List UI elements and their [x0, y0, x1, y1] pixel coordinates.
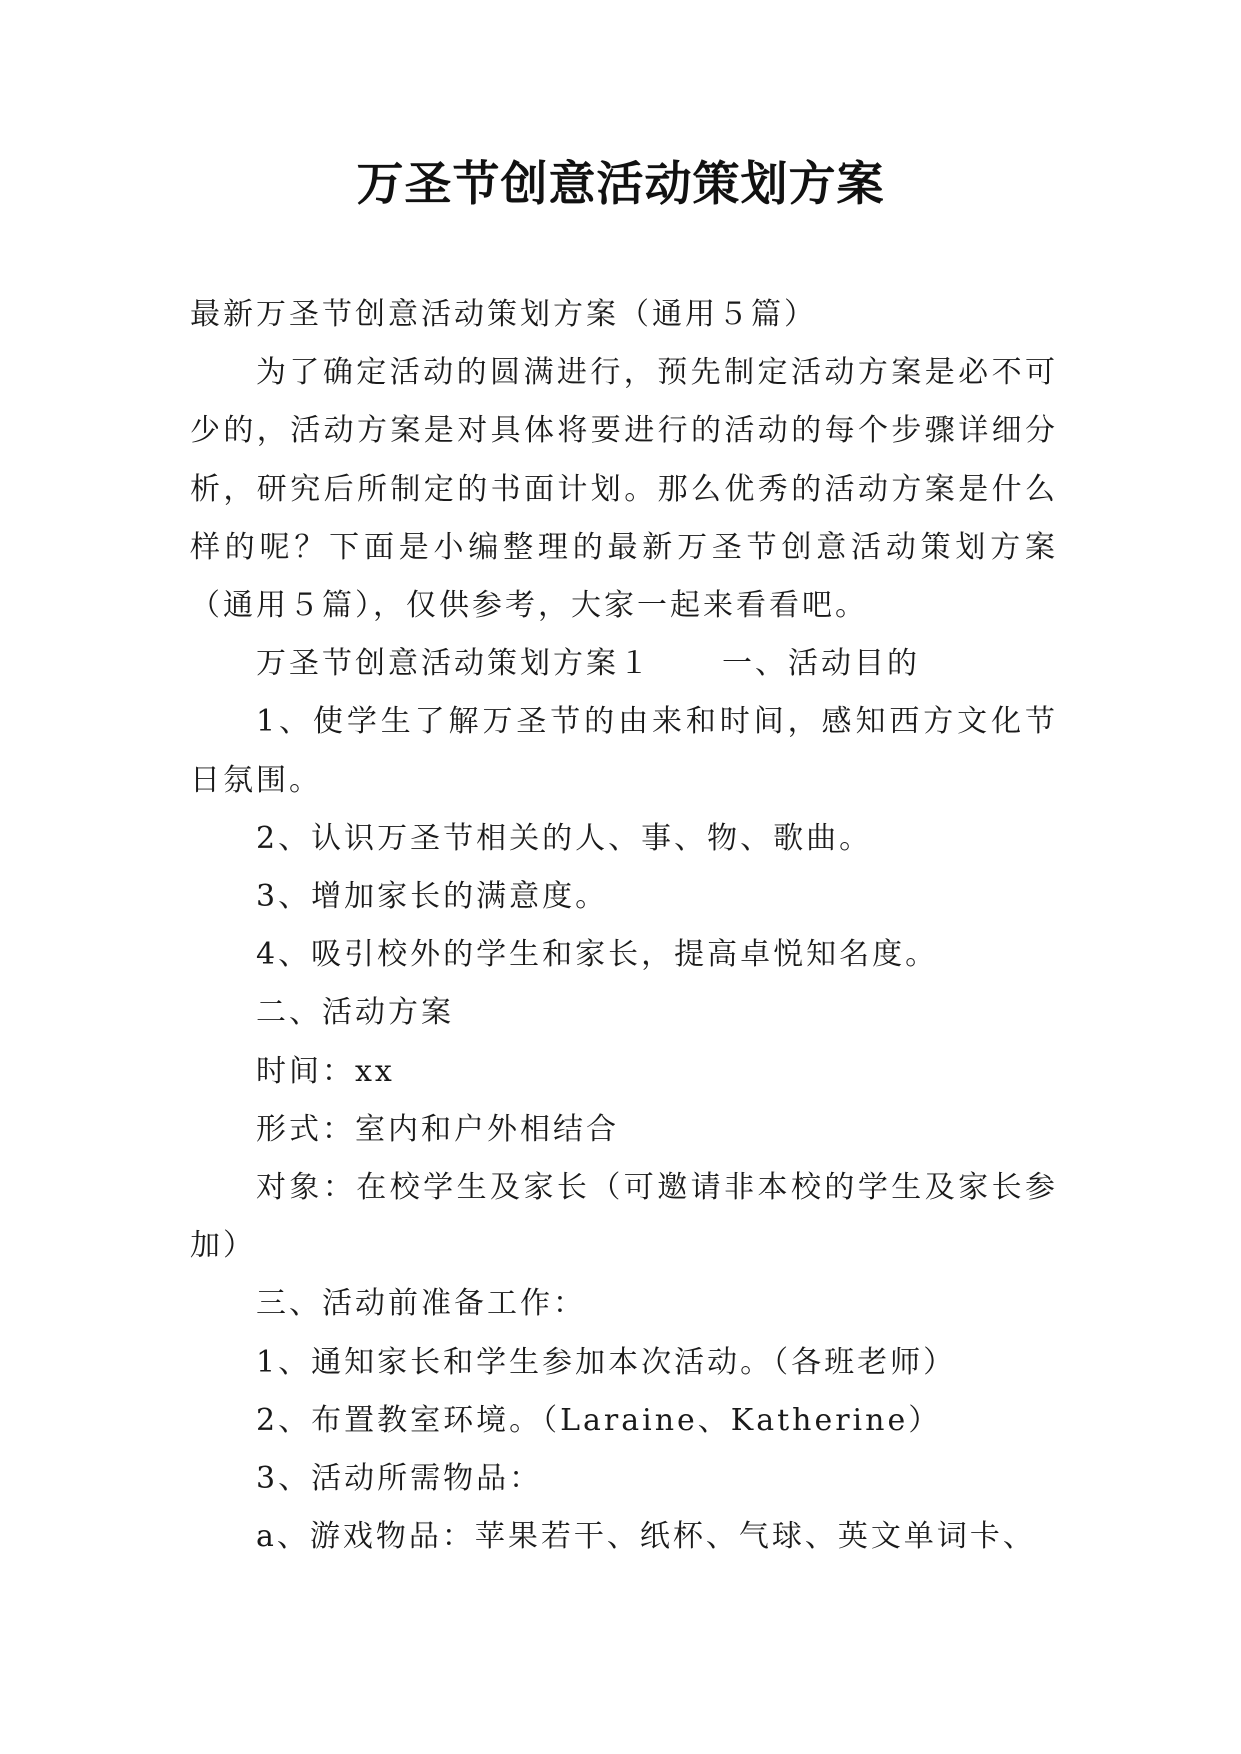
section-heading-plan: 二、活动方案 — [256, 995, 454, 1031]
prep-item-3: 3、活动所需物品： — [256, 1461, 543, 1497]
goal-item-2: 2、认识万圣节相关的人、事、物、歌曲。 — [256, 820, 873, 856]
prep-item-2: 2、布置教室环境。（Laraine、Katherine） — [256, 1402, 942, 1438]
plan-heading: 万圣节创意活动策划方案１ — [256, 646, 652, 682]
plan-heading-line — [190, 635, 1058, 693]
document-title: 万圣节创意活动策划方案 — [356, 157, 885, 212]
document-subtitle: 最新万圣节创意活动策划方案（通用５篇） — [190, 297, 817, 332]
goal-item-3: 3、增加家长的满意度。 — [256, 879, 609, 915]
plan-format: 形式：室内和户外相结合 — [256, 1111, 619, 1147]
intro-paragraph: 为了确定活动的圆满进行，预先制定活动方案是必不可少的，活动方案是对具体将要进行的活动的每个步骤详细分析，研究后所制定的书面计划。那么优秀的活动方案是什么样的呢？下面是小编整理的最新万圣节创意活动策划方案（通用５篇），仅供参考，大家一起来看看吧。 — [190, 355, 1058, 624]
section-heading-prep: 三、活动前准备工作： — [256, 1286, 586, 1322]
document-body — [190, 286, 1058, 1566]
plan-time: 时间：xx — [256, 1053, 395, 1089]
plan-audience: 对象：在校学生及家长（可邀请非本校的学生及家长参加） — [190, 1170, 1058, 1264]
goal-item-4: 4、吸引校外的学生和家长，提高卓悦知名度。 — [256, 937, 939, 973]
prep-item-1: 1、通知家长和学生参加本次活动。（各班老师） — [256, 1344, 957, 1380]
section-heading-goals: 一、活动目的 — [722, 646, 920, 682]
goal-item-1: 1、使学生了解万圣节的由来和时间，感知西方文化节日氛围。 — [190, 704, 1058, 798]
prep-item-3a: a、游戏物品：苹果若干、纸杯、气球、英文单词卡、 — [256, 1519, 1036, 1555]
